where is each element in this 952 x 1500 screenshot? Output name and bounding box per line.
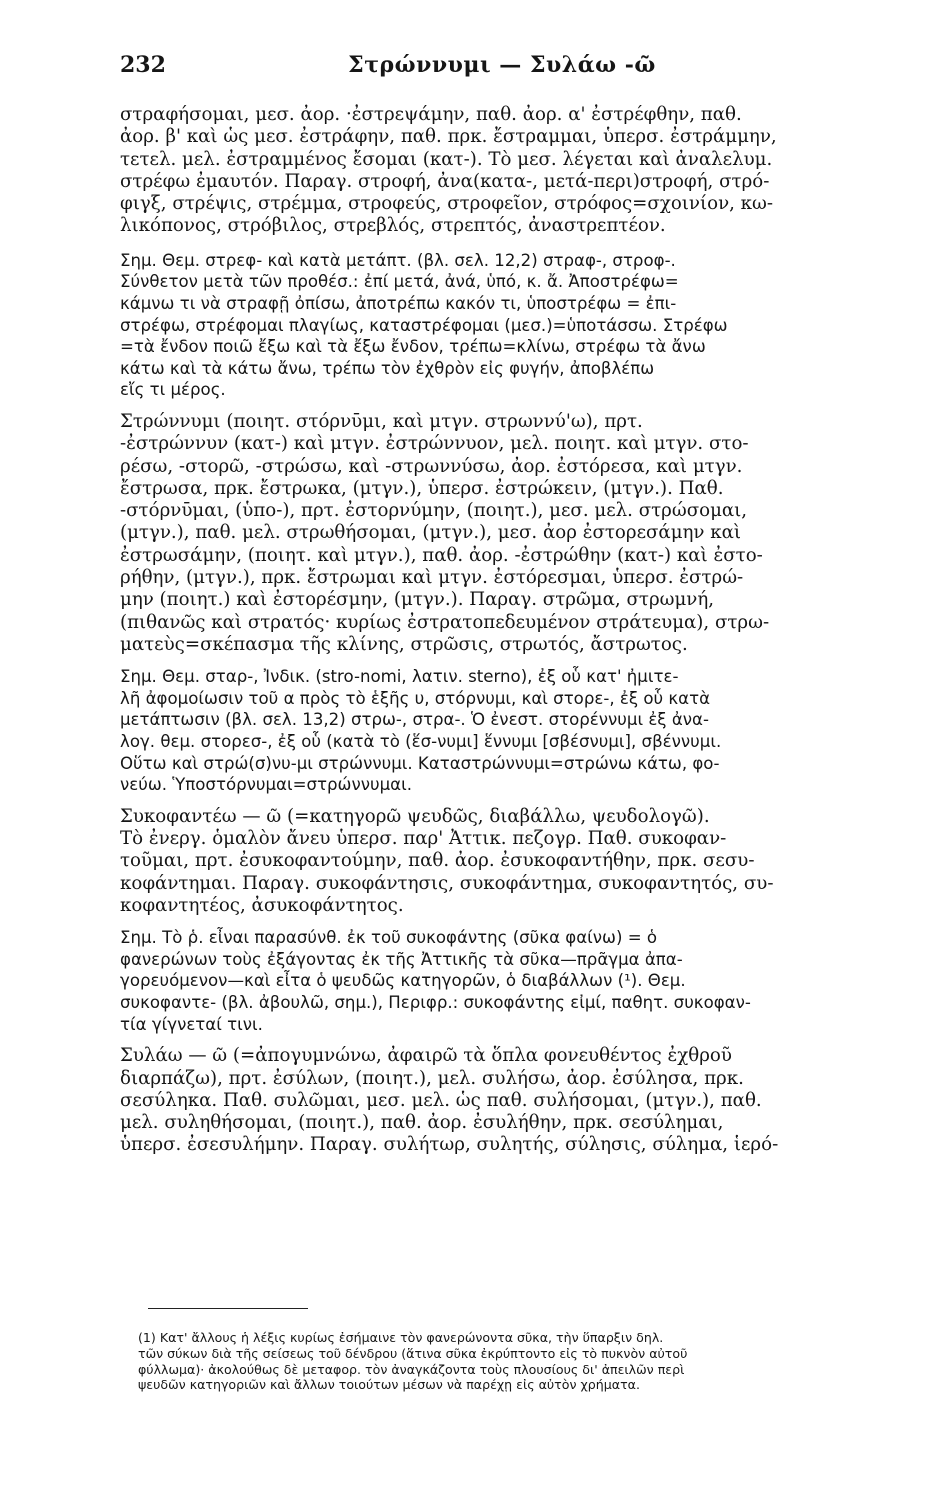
text-line: (πιθανῶς καὶ στρατός· κυρίως ἐστρατοπεδευμένον στράτευμα), στρω-: [120, 611, 770, 633]
text-line: φιγξ, στρέψις, στρέμμα, στροφεύς, στροφεῖον, στρόφος=σχοινίον, κω-: [120, 193, 774, 215]
footnote-line: τῶν σύκων διὰ τῆς σείσεως τοῦ δένδρου (ἅτινα σῦκα ἐκρύπτοντο εἰς τὸ πυκνὸν αὐτοῦ: [138, 1345, 688, 1361]
footnote-line: ψευδῶν κατηγοριῶν καὶ ἄλλων τοιούτων μέσων νὰ παρέχῃ εἰς αὐτὸν χρήματα.: [138, 1377, 640, 1393]
running-title: Στρώννυμι — Συλάω -ῶ: [348, 52, 656, 78]
entry-sykofanteo: [120, 806, 917, 917]
text-line: συκοφαντε- (βλ. ἀβουλῶ, σημ.), Περιφρ.: συκοφάντης εἰμί, παθητ. συκοφαν-: [120, 993, 751, 1013]
text-line: μην (ποιητ.) καὶ ἐστορέσμην, (μτγν.). Παραγ. στρῶμα, στρωμνή,: [120, 589, 715, 611]
entry-stronnymi: [120, 411, 917, 656]
text-line: Στρώννυμι (ποιητ. στόρνῡμι, καὶ μτγν. στρωννύ'ω), πρτ.: [120, 410, 643, 432]
text-line: στραφήσομαι, μεσ. ἀορ. ·ἐστρεψάμην, παθ. ἀορ. α' ἐστρέφθην, παθ.: [120, 104, 742, 125]
text-line: ἀορ. β' καὶ ὡς μεσ. ἐστράφην, παθ. πρκ. ἔστραμμαι, ὑπερσ. ἐστράμμην,: [120, 126, 777, 148]
text-line: νεύω. Ὑποστόρνυμαι=στρώννυμαι.: [120, 775, 412, 795]
text-line: Συλάω — ῶ (=ἀπογυμνώνω, ἀφαιρῶ τὰ ὅπλα φονευθέντος ἐχθροῦ: [120, 1045, 732, 1067]
text-line: ματεὺς=σκέπασμα τῆς κλίνης, στρῶσις, στρωτός, ἄστρωτος.: [120, 633, 688, 655]
text-line: ρήθην, (μτγν.), πρκ. ἔστρωμαι καὶ μτγν. ἐστόρεσμαι, ὑπερσ. ἐστρώ-: [120, 567, 744, 589]
text-line: φανερώνων τοὺς ἐξάγοντας ἐκ τῆς Ἀττικῆς τὰ σῦκα—πρᾶγμα ἀπα-: [120, 949, 683, 969]
text-line: σεσύληκα. Παθ. συλῶμαι, μεσ. μελ. ὡς παθ. συλήσομαι, (μτγν.), παθ.: [120, 1089, 762, 1111]
text-line: -ἐστρώννυν (κατ-) καὶ μτγν. ἐστρώννυον, μελ. ποιητ. καὶ μτγν. στο-: [120, 433, 749, 455]
note-sykofanteo: [120, 927, 917, 1035]
text-line: ὑπερσ. ἐσεσυλήμην. Παραγ. συλήτωρ, συλητής, σύλησις, σύλημα, ἱερό-: [120, 1134, 779, 1156]
note-strefo: [120, 250, 917, 401]
text-line: στρέφω, στρέφομαι πλαγίως, καταστρέφομαι (μεσ.)=ὑποτάσσω. Στρέφω: [120, 315, 728, 335]
note-stronnymi: [120, 666, 917, 796]
text-line: λικόπονος, στρόβιλος, στρεβλός, στρεπτός, ἀναστρεπτέον.: [120, 215, 666, 237]
page-body: [120, 104, 917, 1167]
footnote-line: φύλλωμα)· ἀκολούθως δὲ μεταφορ. τὸν ἀναγκάζοντα τοὺς πλουσίους δι' ἀπειλῶν περὶ: [138, 1361, 685, 1377]
text-line: τοῦμαι, πρτ. ἐσυκοφαντούμην, παθ. ἀορ. ἐσυκοφαντήθην, πρκ. σεσυ-: [120, 850, 755, 872]
entry-strefo-continuation: [120, 104, 917, 238]
text-line: Οὕτω καὶ στρώ(σ)νυ-μι στρώννυμι. Καταστρώννυμι=στρώνω κάτω, φο-: [120, 753, 720, 773]
text-line: στρέφω ἐμαυτόν. Παραγ. στροφή, ἀνα(κατα-, μετά-περι)στροφή, στρό-: [120, 170, 770, 192]
text-line: Συκοφαντέω — ῶ (=κατηγορῶ ψευδῶς, διαβάλλω, ψευδολογῶ).: [120, 805, 710, 827]
text-line: κάμνω τι νὰ στραφῇ ὀπίσω, ἀποτρέπω κακόν τι, ὑποστρέφω = ἐπι-: [120, 293, 677, 313]
text-line: γορευόμενον—καὶ εἶτα ὁ ψευδῶς κατηγορῶν, ὁ διαβάλλων (¹). Θεμ.: [120, 971, 686, 991]
text-line: τετελ. μελ. ἐστραμμένος ἔσομαι (κατ-). Τὸ μεσ. λέγεται καὶ ἀναλελυμ.: [120, 148, 773, 170]
page-header: [120, 52, 884, 86]
text-line: εἴς τι μέρος.: [120, 380, 226, 400]
text-line: διαρπάζω), πρτ. ἐσύλων, (ποιητ.), μελ. συλήσω, ἀορ. ἐσύλησα, πρκ.: [120, 1067, 744, 1089]
footnote-line: (1) Κατ' ἄλλους ἡ λέξις κυρίως ἐσήμαινε τὸν φανερώνοντα σῦκα, τὴν ὕπαρξιν δηλ.: [138, 1330, 664, 1345]
text-line: τία γίγνεταί τινι.: [120, 1014, 263, 1034]
text-line: κοφαντητέος, ἀσυκοφάντητος.: [120, 894, 404, 916]
text-line: Σημ. Τὸ ῥ. εἶναι παρασύνθ. ἐκ τοῦ συκοφάντης (σῦκα φαίνω) = ὁ: [120, 928, 658, 948]
text-line: Σύνθετον μετὰ τῶν προθέσ.: ἐπί μετά, ἀνά, ὑπό, κ. ἄ. Ἀποστρέφω=: [120, 272, 679, 292]
text-line: Σημ. Θεμ. στρεφ- καὶ κατὰ μετάπτ. (βλ. σελ. 12,2) στραφ-, στροφ-.: [120, 250, 676, 270]
text-line: (μτγν.), παθ. μελ. στρωθήσομαι, (μτγν.), μεσ. ἀορ ἐστορεσάμην καὶ: [120, 522, 742, 544]
text-line: λῆ ἀφομοίωσιν τοῦ α πρὸς τὸ ἑξῆς υ, στόρνυμι, καὶ στορε-, ἐξ οὗ κατὰ: [120, 688, 711, 708]
text-line: κοφάντημαι. Παραγ. συκοφάντησις, συκοφάντημα, συκοφαντητός, συ-: [120, 872, 774, 894]
text-line: μελ. συληθήσομαι, (ποιητ.), παθ. ἀορ. ἐσυλήθην, πρκ. σεσύλημαι,: [120, 1112, 724, 1134]
text-line: Σημ. Θεμ. σταρ-, Ἰνδικ. (stro-nomi, λατιν. sterno), ἐξ οὗ κατ' ἠμιτε-: [120, 667, 679, 687]
footnote-separator: [148, 1308, 308, 1309]
text-line: -στόρνῡμαι, (ὑπο-), πρτ. ἐστορνύμην, (ποιητ.), μεσ. μελ. στρώσομαι,: [120, 500, 748, 522]
footnote: [138, 1330, 917, 1393]
text-line: κάτω καὶ τὰ κάτω ἄνω, τρέπω τὸν ἐχθρὸν εἰς φυγήν, ἀποβλέπω: [120, 358, 655, 378]
text-line: ἐστρωσάμην, (ποιητ. καὶ μτγν.), παθ. ἀορ. -ἐστρώθην (κατ-) καὶ ἐστο-: [120, 544, 763, 566]
text-line: μετάπτωσιν (βλ. σελ. 13,2) στρω-, στρα-. Ὁ ἐνεστ. στορέννυμι ἐξ ἀνα-: [120, 710, 709, 730]
text-line: Τὸ ἐνεργ. ὁμαλὸν ἄνευ ὑπερσ. παρ' Ἀττικ. πεζογρ. Παθ. συκοφαν-: [120, 828, 727, 850]
text-line: =τὰ ἔνδον ποιῶ ἔξω καὶ τὰ ἔξω ἔνδον, τρέπω=κλίνω, στρέφω τὰ ἄνω: [120, 337, 706, 357]
page-number: 232: [120, 52, 166, 78]
text-line: ἔστρωσα, πρκ. ἔστρωκα, (μτγν.), ὑπερσ. ἐστρώκειν, (μτγν.). Παθ.: [120, 477, 724, 499]
entry-sylao: [120, 1045, 917, 1156]
text-line: ρέσω, -στορῶ, -στρώσω, καὶ -στρωννύσω, ἀορ. ἐστόρεσα, καὶ μτγν.: [120, 455, 743, 477]
text-line: λογ. θεμ. στορεσ-, ἐξ οὗ (κατὰ τὸ (ἕσ-νυμι] ἕννυμι [σβέσνυμι], σβέννυμι.: [120, 731, 722, 751]
